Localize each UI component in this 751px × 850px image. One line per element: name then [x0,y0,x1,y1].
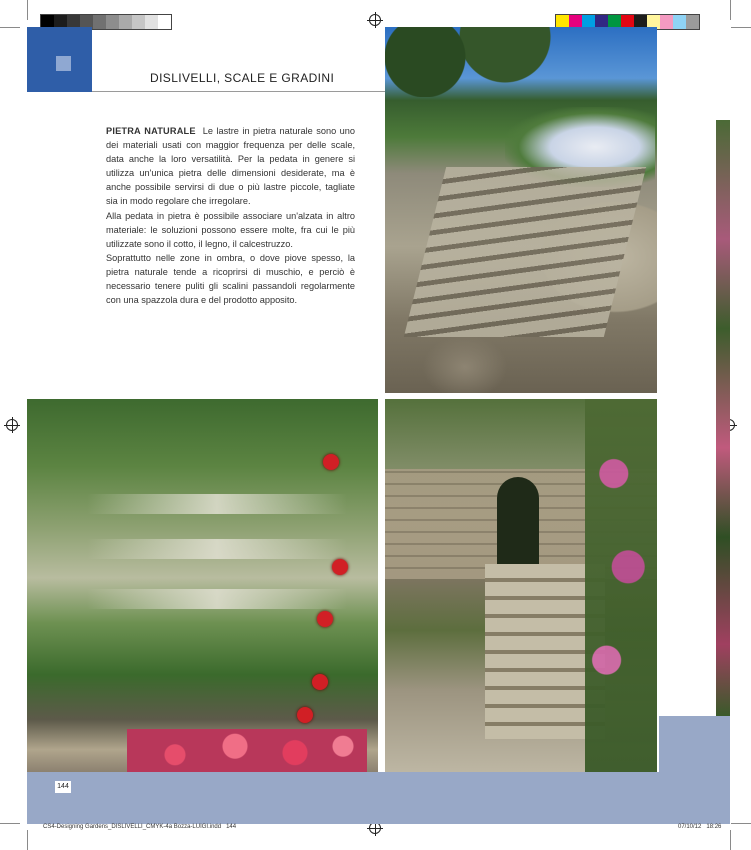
pink-flower-bed [127,729,367,772]
article-paragraph-1 [106,124,355,209]
chapter-title: DISLIVELLI, SCALE E GRADINI [150,71,335,85]
color-swatch [686,15,699,29]
article-lead: PIETRA NATURALE [106,126,196,136]
red-rose [312,674,328,690]
registration-mark-top [369,14,381,26]
gray-swatch [119,15,132,29]
color-swatch [660,15,673,29]
red-rose [297,707,313,723]
footer-band [27,772,730,824]
article-paragraph-2: Alla pedata in pietra è possibile associare un'alzata in altro materiale: le soluzioni possono essere molte, fra cui le più utilizzate sono il cotto, il legno, il calcestruzzo. [106,210,355,249]
terrace-ledge [87,589,347,609]
header-divider [92,91,385,92]
slug-filename: CS4-Designing Gardens_DISLIVELLI_CMYK-4a Bozza-LUIGI.indd 144 [43,824,237,830]
slug-timestamp: 07/10/12 18:26 [678,824,722,830]
chapter-marker-square [56,56,71,71]
gray-swatch [93,15,106,29]
tree-canopy [385,27,657,97]
gray-swatch [106,15,119,29]
bougainvillea [585,399,657,772]
adjacent-page-photo-edge [716,120,730,716]
registration-mark-left [6,419,18,431]
article-paragraph-3: Soprattutto nelle zone in ombra, o dove piove spesso, la pietra naturale tende a ricoprirsi di muschio, e perciò è necessario tenere puliti gli scalini passandoli regolarmente con una spazzola dura e del prodotto apposito. [106,252,355,306]
page-number: 144 [55,781,71,793]
color-swatch [673,15,686,29]
red-rose [332,559,348,575]
article-paragraph-1-text: Le lastre in pietra naturale sono uno dei materiali usati con maggior frequenza per delle scale, data anche la loro versatilità. Per la pedata in genere si utilizza un'unica pietra delle dimensioni desiderate, ma è anche possibile servirsi di due o più lastre piccole, tagliate sia in modo regolare che irregolare. [106,126,356,207]
gray-swatch [145,15,158,29]
garden-terraces-photo [27,399,378,772]
terrace-ledge [87,539,347,559]
stone-steps-photo [385,27,657,393]
red-rose [317,611,333,627]
article-body [106,124,355,307]
terrace-ledge [87,494,347,514]
stone-stairs-bougainvillea-photo [385,399,657,772]
gray-swatch [132,15,145,29]
footer-band-extension [659,716,730,774]
gray-swatch [158,15,171,29]
stone-steps [404,167,646,337]
archway [497,477,539,567]
red-rose [323,454,339,470]
